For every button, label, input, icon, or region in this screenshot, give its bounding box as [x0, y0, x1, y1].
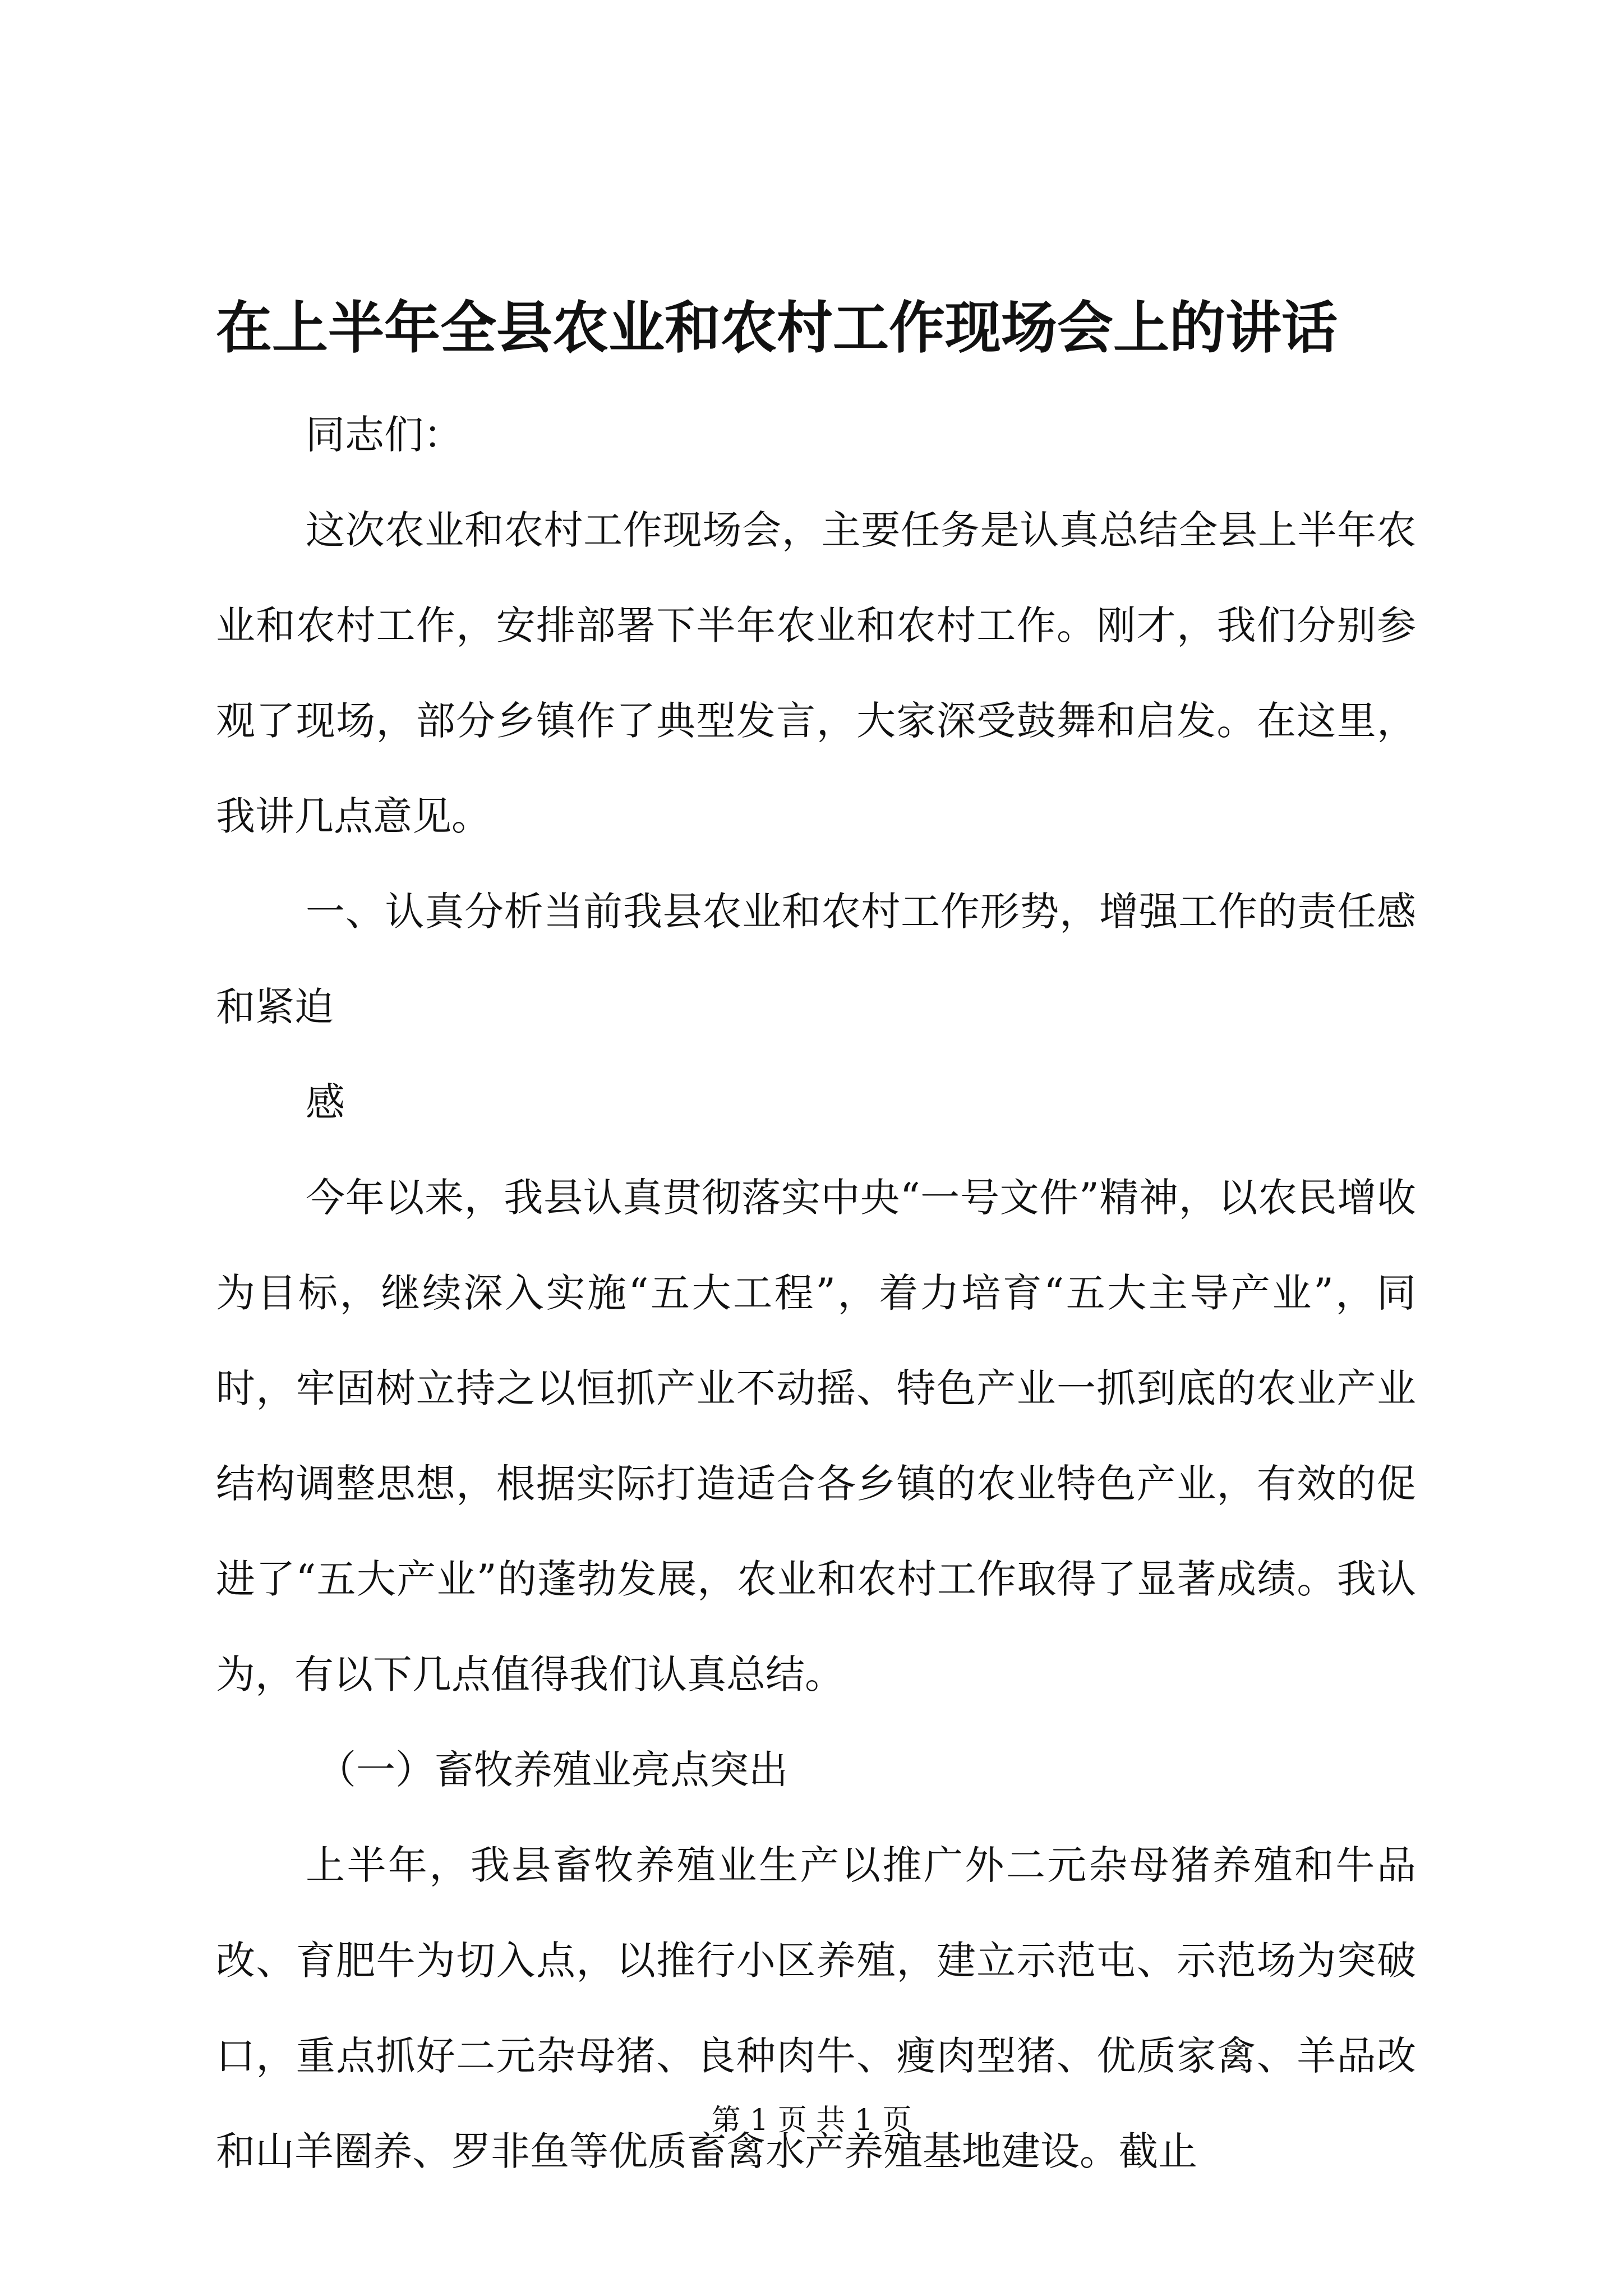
- subsection-heading-1: （一）畜牧养殖业亮点突出: [317, 1747, 788, 1793]
- section-heading-1: 一、认真分析当前我县农业和农村工作形势，增强工作的责任感和紧迫: [216, 889, 1416, 1030]
- livestock-paragraph: 上半年，我县畜牧养殖业生产以推广外二元杂母猪养殖和牛品改、育肥牛为切入点，以推行小区养殖，建立示范屯、示范场为突破口，重点抓好二元杂母猪、良种肉牛、瘦肉型猪、优质家禽、羊品改和山羊圈养、罗非鱼等优质畜禽水产养殖基地建设。截止: [216, 1842, 1416, 2174]
- document-title: 在上半年全县农业和农村工作现场会上的讲话: [216, 295, 1338, 361]
- salutation-paragraph: 同志们：: [306, 412, 463, 458]
- document-body: [216, 387, 1416, 2199]
- page-number-label: 第 1 页 共 1 页: [711, 2104, 912, 2137]
- summary-paragraph: 今年以来，我县认真贯彻落实中央“一号文件”精神，以农民增收为目标，继续深入实施“五大工程”，着力培育“五大主导产业”，同时，牢固树立持之以恒抓产业不动摇、特色产业一抓到底的农业产业结构调整思想，根据实际打造适合各乡镇的农业特色产业，有效的促进了“五大产业”的蓬勃发展，农业和农村工作取得了显著成绩。我认为，有以下几点值得我们认真总结。: [216, 1175, 1416, 1697]
- intro-paragraph: 这次农业和农村工作现场会，主要任务是认真总结全县上半年农业和农村工作，安排部署下半年农业和农村工作。刚才，我们分别参观了现场，部分乡镇作了典型发言，大家深受鼓舞和启发。在这里，我讲几点意见。: [216, 507, 1416, 839]
- page-footer: [0, 2098, 1623, 2143]
- section-heading-1-continued: 感: [306, 1079, 345, 1125]
